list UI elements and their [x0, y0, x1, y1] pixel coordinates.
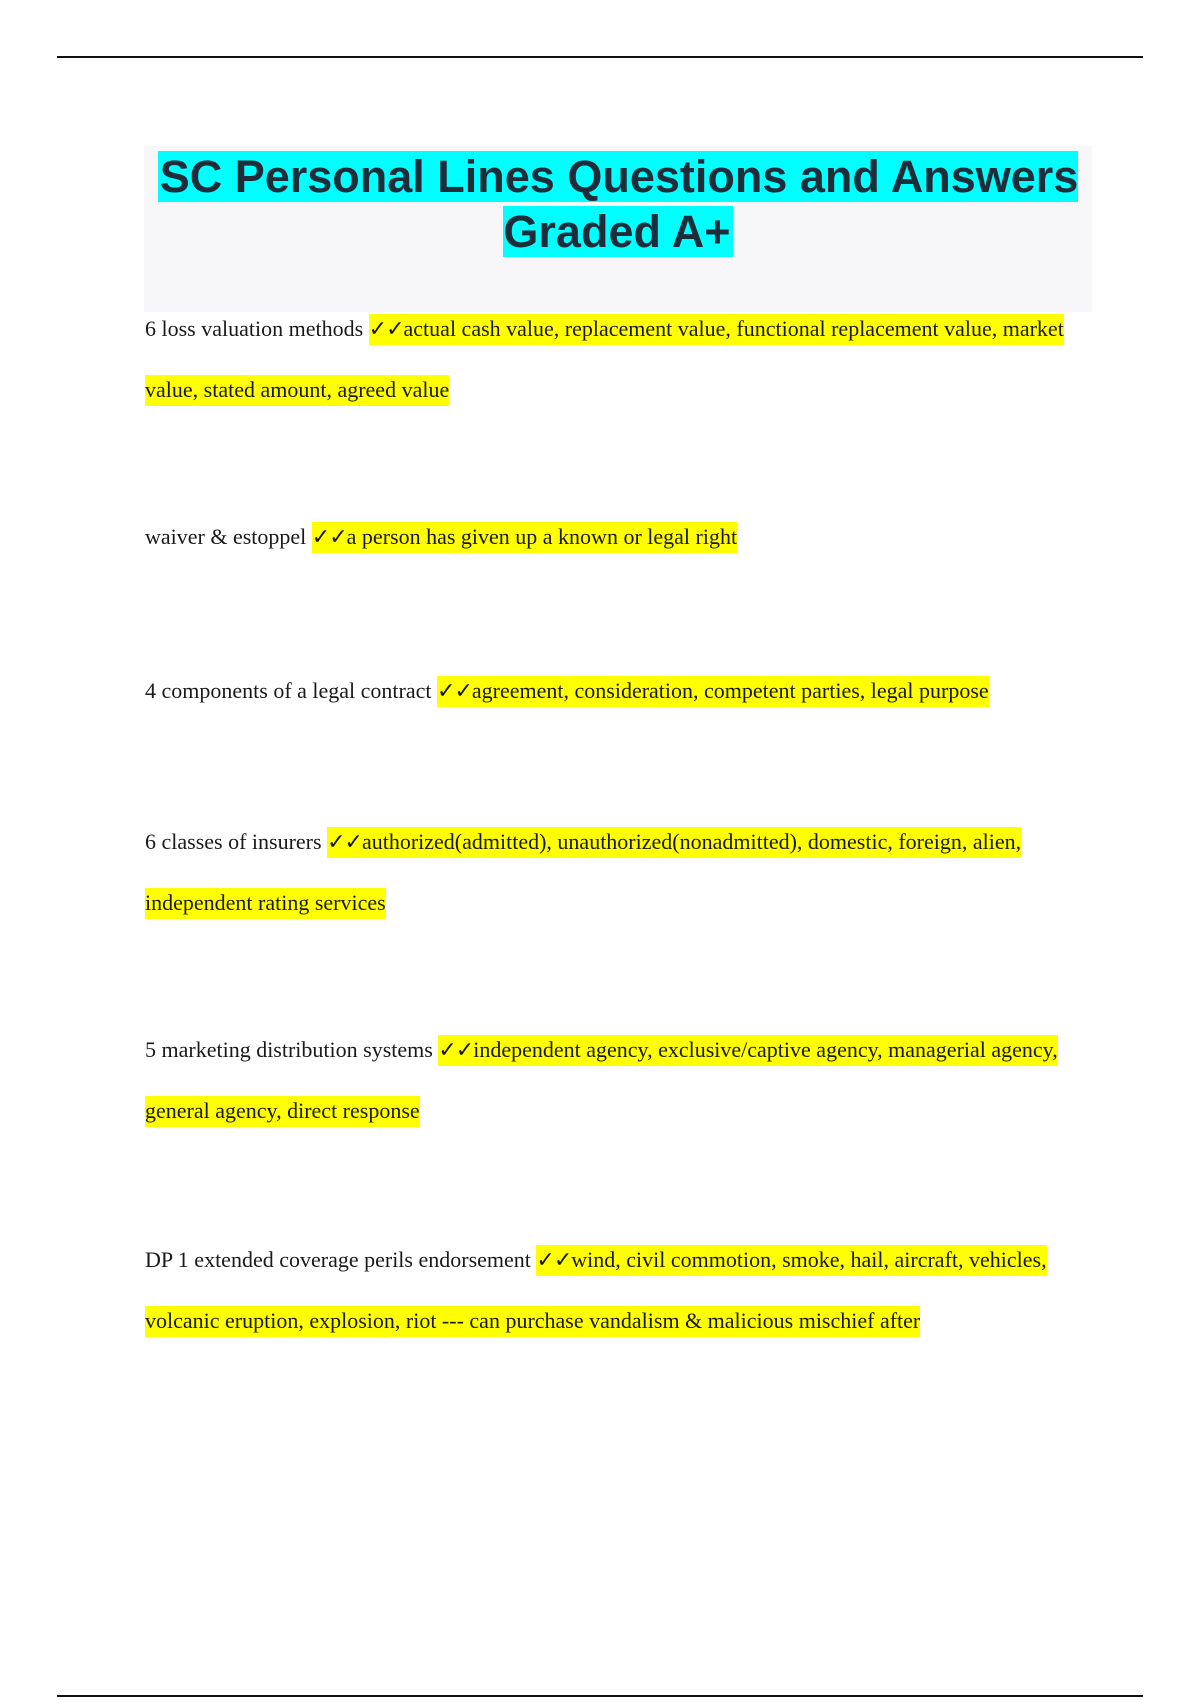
answer-body: independent agency, exclusive/captive agency, managerial agency, general agency, direct response: [145, 1037, 1058, 1123]
double-check-icon: ✓✓: [327, 829, 362, 854]
double-check-icon: ✓✓: [368, 316, 404, 341]
answer-body: authorized(admitted), unauthorized(nonadmitted), domestic, foreign, alien, independent rating services: [145, 829, 1022, 915]
answer-text: [312, 522, 737, 553]
question-text: waiver & estoppel: [145, 524, 307, 549]
qa-item-legal-contract: [145, 660, 1090, 721]
double-check-icon: ✓✓: [438, 1037, 474, 1062]
document-title-highlight: SC Personal Lines Questions and Answers Graded A+: [159, 151, 1079, 257]
question-text: DP 1 extended coverage perils endorsement: [145, 1247, 531, 1272]
qa-item-distribution-systems: [145, 1019, 1090, 1141]
question-text: 5 marketing distribution systems: [145, 1037, 433, 1062]
answer-body: wind, civil commotion, smoke, hail, aircraft, vehicles, volcanic eruption, explosion, riot --- can purchase vandalism & malicious mischief after: [145, 1247, 1047, 1333]
page-bottom-rule: [57, 1695, 1143, 1697]
document-title: [144, 149, 1092, 259]
page-top-rule: [57, 56, 1143, 58]
double-check-icon: ✓✓: [536, 1247, 572, 1272]
question-text: 6 classes of insurers: [145, 829, 322, 854]
answer-body: agreement, consideration, competent parties, legal purpose: [471, 678, 989, 703]
qa-item-waiver-estoppel: [145, 506, 1090, 567]
answer-text: [437, 676, 989, 707]
question-text: 6 loss valuation methods: [145, 316, 364, 341]
double-check-icon: ✓✓: [437, 678, 472, 703]
double-check-icon: ✓✓: [311, 524, 347, 549]
answer-body: actual cash value, replacement value, functional replacement value, market value, stated amount, agreed value: [145, 316, 1064, 402]
question-text: 4 components of a legal contract: [145, 678, 432, 703]
qa-item-loss-valuation: [145, 298, 1090, 420]
answer-body: a person has given up a known or legal right: [346, 524, 738, 549]
qa-item-dp1-extended-coverage: [145, 1229, 1090, 1351]
title-banner: [144, 146, 1092, 312]
qa-item-classes-of-insurers: [145, 811, 1090, 933]
